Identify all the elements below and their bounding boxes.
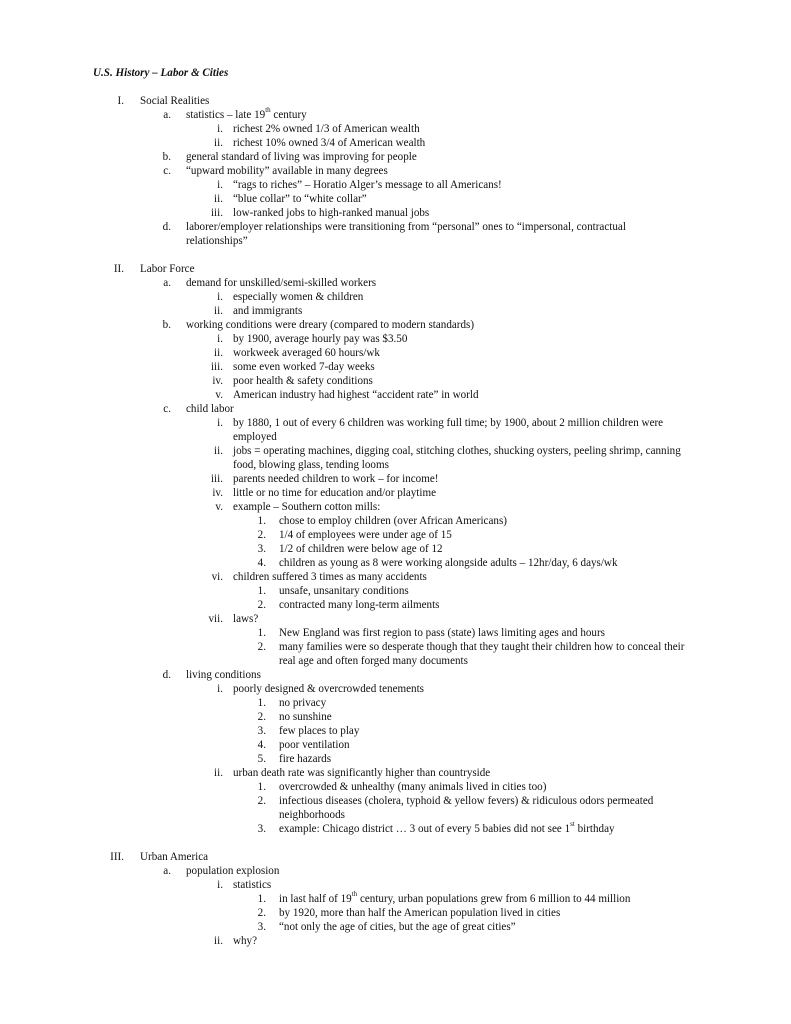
outline-item-level-2 <box>0 108 791 122</box>
outline-item-level-2 <box>0 668 791 682</box>
outline-text <box>233 486 436 500</box>
outline-text-part: 1/2 of children were below age of 12 <box>279 543 443 555</box>
superscript: st <box>570 820 575 829</box>
outline-item-level-3 <box>0 934 791 948</box>
outline-item-level-4 <box>0 514 791 528</box>
outline-item-level-2 <box>0 164 791 178</box>
outline-marker: iii. <box>210 207 223 219</box>
outline-marker: ii. <box>214 137 223 149</box>
outline-text-part: low-ranked jobs to high-ranked manual jobs <box>233 207 430 219</box>
outline-text-part: poorly designed & overcrowded tenements <box>233 683 425 695</box>
outline-text-part: New England was first region to pass (state) laws limiting ages and hours <box>279 627 605 639</box>
spacer <box>0 836 791 850</box>
outline-text <box>186 668 261 682</box>
outline-text <box>186 150 417 164</box>
outline-marker: i. <box>217 291 223 303</box>
outline-text-part: century <box>270 109 307 121</box>
outline-text <box>279 710 332 724</box>
outline-text-part: fire hazards <box>279 753 332 765</box>
outline-marker: ii. <box>214 193 223 205</box>
outline-text <box>233 122 420 136</box>
outline-marker: 3. <box>257 921 266 933</box>
outline-item-level-4 <box>0 556 791 570</box>
outline-item-level-3 <box>0 682 791 696</box>
outline-item-level-3 <box>0 472 791 486</box>
outline-text-part: little or no time for education and/or playtime <box>233 487 437 499</box>
outline-text <box>279 598 440 612</box>
document-title: U.S. History – Labor & Cities <box>93 67 229 79</box>
outline-item-level-4 <box>0 598 791 612</box>
outline-text-part: Urban America <box>140 851 209 863</box>
outline-text-part: American industry had highest “accident rate” in world <box>233 389 479 401</box>
outline-marker: ii. <box>214 767 223 779</box>
outline-text <box>279 780 546 794</box>
outline-text-part: children suffered 3 times as many accidents <box>233 571 427 583</box>
outline-marker: vii. <box>208 613 223 625</box>
outline-text-part: children as young as 8 were working alongside adults – 12hr/day, 6 days/wk <box>279 557 618 569</box>
outline-marker: a. <box>163 865 171 877</box>
outline-text-part: jobs = operating machines, digging coal, stitching clothes, shucking oysters, peeling shrimp, canning food, blowing glass, tending looms <box>233 445 681 471</box>
outline-text <box>279 528 452 542</box>
outline-item-level-3 <box>0 486 791 500</box>
outline-item-level-3 <box>0 878 791 892</box>
outline-text <box>233 290 363 304</box>
outline-item-level-3 <box>0 416 791 444</box>
outline-marker: vi. <box>211 571 223 583</box>
outline-marker: i. <box>217 879 223 891</box>
outline-item-level-3 <box>0 346 791 360</box>
outline-text <box>140 850 208 864</box>
outline-item-level-3 <box>0 612 791 626</box>
outline-marker: 2. <box>257 795 266 807</box>
outline-text <box>186 220 686 248</box>
outline-text <box>233 570 427 584</box>
outline-text-part: why? <box>233 935 258 947</box>
outline-text-part: overcrowded & unhealthy (many animals lived in cities too) <box>279 781 547 793</box>
outline-text <box>233 388 479 402</box>
outline-marker: 2. <box>257 529 266 541</box>
outline-marker: iv. <box>212 375 223 387</box>
outline-marker: 3. <box>257 543 266 555</box>
outline-text-part: by 1900, average hourly pay was $3.50 <box>233 333 408 345</box>
outline-text-part: poor ventilation <box>279 739 350 751</box>
outline-marker: 4. <box>257 557 266 569</box>
outline-text-part: laborer/employer relationships were transitioning from “personal” ones to “impersonal, contractual relationships” <box>186 221 626 247</box>
outline-item-level-4 <box>0 780 791 794</box>
outline-text <box>233 374 373 388</box>
outline-item-level-1 <box>0 262 791 276</box>
outline-marker: c. <box>163 403 171 415</box>
outline-text <box>186 108 307 122</box>
outline-text <box>233 766 490 780</box>
outline-item-level-4 <box>0 724 791 738</box>
outline-text <box>279 514 507 528</box>
outline-item-level-3 <box>0 570 791 584</box>
superscript: th <box>351 890 358 899</box>
outline-item-level-1 <box>0 94 791 108</box>
outline-text-part: poor health & safety conditions <box>233 375 373 387</box>
outline-text <box>279 920 516 934</box>
outline-item-level-4 <box>0 920 791 934</box>
outline-text <box>233 206 429 220</box>
outline-text-part: population explosion <box>186 865 280 877</box>
outline-text <box>279 640 699 668</box>
outline-text <box>233 304 302 318</box>
outline-marker: c. <box>163 165 171 177</box>
outline-marker: a. <box>163 109 171 121</box>
outline-text-part: “not only the age of cities, but the age of great cities” <box>279 921 516 933</box>
outline-text <box>233 444 695 472</box>
outline-item-level-3 <box>0 332 791 346</box>
outline-text-part: statistics – late 19 <box>186 109 266 121</box>
outline-marker: 1. <box>257 585 266 597</box>
outline-text <box>279 724 359 738</box>
outline-item-level-3 <box>0 374 791 388</box>
outline-text <box>186 318 474 332</box>
outline-marker: 2. <box>257 907 266 919</box>
spacer <box>0 248 791 262</box>
outline-item-level-4 <box>0 584 791 598</box>
outline-text-part: birthday <box>574 823 615 835</box>
outline-text <box>279 626 605 640</box>
outline-text-part: few places to play <box>279 725 360 737</box>
outline-marker: 2. <box>257 599 266 611</box>
outline-marker: 1. <box>257 697 266 709</box>
outline-item-level-2 <box>0 220 791 248</box>
outline-marker: 4. <box>257 739 266 751</box>
outline-text-part: “blue collar” to “white collar” <box>233 193 367 205</box>
outline-marker: 5. <box>257 753 266 765</box>
outline-text-part: “rags to riches” – Horatio Alger’s message to all Americans! <box>233 179 502 191</box>
outline-item-level-2 <box>0 150 791 164</box>
outline-text-part: richest 10% owned 3/4 of American wealth <box>233 137 426 149</box>
outline-item-level-4 <box>0 892 791 906</box>
outline-marker: i. <box>217 417 223 429</box>
outline-text-part: no privacy <box>279 697 327 709</box>
outline-item-level-3 <box>0 500 791 514</box>
outline-item-level-4 <box>0 738 791 752</box>
outline-marker: III. <box>110 851 124 863</box>
outline-text <box>233 360 375 374</box>
outline-text <box>233 500 380 514</box>
outline-item-level-4 <box>0 626 791 640</box>
outline-text <box>233 178 502 192</box>
document-page <box>0 66 791 948</box>
outline-text <box>279 752 331 766</box>
outline-marker: i. <box>217 333 223 345</box>
outline-text-part: infectious diseases (cholera, typhoid & yellow fevers) & ridiculous odors permeated neighborhoods <box>279 795 654 821</box>
outline-item-level-4 <box>0 906 791 920</box>
outline-text-part: working conditions were dreary (compared to modern standards) <box>186 319 475 331</box>
outline-text <box>186 164 388 178</box>
outline-text <box>233 136 425 150</box>
outline-marker: a. <box>163 277 171 289</box>
outline-text <box>233 416 695 444</box>
outline-marker: ii. <box>214 305 223 317</box>
outline-text-part: child labor <box>186 403 234 415</box>
outline-text <box>233 472 438 486</box>
outline-text-part: Social Realities <box>140 95 210 107</box>
outline-item-level-4 <box>0 794 791 822</box>
outline-marker: v. <box>215 389 223 401</box>
outline-item-level-3 <box>0 192 791 206</box>
outline-text-part: by 1880, 1 out of every 6 children was working full time; by 1900, about 2 million children were employed <box>233 417 664 443</box>
outline-text-part: 1/4 of employees were under age of 15 <box>279 529 452 541</box>
outline-item-level-3 <box>0 444 791 472</box>
outline-marker: ii. <box>214 935 223 947</box>
superscript: th <box>265 106 271 115</box>
outline-text-part: many families were so desperate though that they taught their children how to conceal their real age and often forged many documents <box>279 641 685 667</box>
outline-text-part: workweek averaged 60 hours/wk <box>233 347 380 359</box>
outline-text-part: in last half of 19 <box>279 893 352 905</box>
outline-text <box>279 892 630 906</box>
outline-text-part: statistics <box>233 879 272 891</box>
outline-text-part: richest 2% owned 1/3 of American wealth <box>233 123 420 135</box>
outline-text-part: by 1920, more than half the American population lived in cities <box>279 907 561 919</box>
outline-text <box>233 346 380 360</box>
outline-text-part: example: Chicago district … 3 out of every 5 babies did not see 1 <box>279 823 571 835</box>
outline-text <box>279 822 615 836</box>
outline-marker: 2. <box>257 641 266 653</box>
outline-text-part: century, urban populations grew from 6 million to 44 million <box>357 893 631 905</box>
outline-text <box>140 262 195 276</box>
outline-item-level-3 <box>0 766 791 780</box>
outline-marker: iii. <box>210 361 223 373</box>
outline-text <box>233 878 271 892</box>
outline-text-part: urban death rate was significantly higher than countryside <box>233 767 491 779</box>
outline-marker: ii. <box>214 445 223 457</box>
outline-text-part: chose to employ children (over African Americans) <box>279 515 507 527</box>
outline-text-part: no sunshine <box>279 711 332 723</box>
outline-item-level-2 <box>0 318 791 332</box>
outline-marker: 1. <box>257 781 266 793</box>
outline-marker: iv. <box>212 487 223 499</box>
outline-text <box>186 276 376 290</box>
outline-marker: 1. <box>257 893 266 905</box>
outline-text <box>186 402 234 416</box>
outline-marker: 3. <box>257 823 266 835</box>
outline-item-level-2 <box>0 864 791 878</box>
outline-text-part: Labor Force <box>140 263 195 275</box>
outline-text <box>279 696 326 710</box>
outline-text <box>233 682 424 696</box>
outline-item-level-2 <box>0 402 791 416</box>
outline-item-level-4 <box>0 696 791 710</box>
outline-text <box>279 906 560 920</box>
outline-item-level-4 <box>0 752 791 766</box>
outline-item-level-2 <box>0 276 791 290</box>
outline-text <box>279 542 443 556</box>
outline-marker: ii. <box>214 347 223 359</box>
outline-text-part: general standard of living was improving for people <box>186 151 417 163</box>
outline-text-part: some even worked 7-day weeks <box>233 361 375 373</box>
outline-marker: b. <box>162 151 171 163</box>
outline-item-level-4 <box>0 640 791 668</box>
outline-text <box>233 332 407 346</box>
outline-marker: 2. <box>257 711 266 723</box>
outline-item-level-4 <box>0 542 791 556</box>
outline-text <box>233 934 257 948</box>
outline-marker: I. <box>117 95 124 107</box>
outline-text-part: demand for unskilled/semi-skilled workers <box>186 277 377 289</box>
outline <box>0 94 791 948</box>
outline-marker: d. <box>162 221 171 233</box>
outline-item-level-3 <box>0 178 791 192</box>
outline-item-level-3 <box>0 290 791 304</box>
outline-item-level-3 <box>0 304 791 318</box>
outline-marker: 1. <box>257 627 266 639</box>
outline-text <box>233 192 367 206</box>
outline-marker: b. <box>162 319 171 331</box>
outline-text <box>279 794 699 822</box>
outline-marker: d. <box>162 669 171 681</box>
outline-marker: i. <box>217 683 223 695</box>
outline-text-part: contracted many long-term ailments <box>279 599 440 611</box>
outline-text <box>279 556 618 570</box>
outline-text-part: laws? <box>233 613 259 625</box>
outline-item-level-4 <box>0 822 791 836</box>
outline-text-part: example – Southern cotton mills: <box>233 501 381 513</box>
outline-marker: v. <box>215 501 223 513</box>
spacer <box>0 80 791 94</box>
outline-text <box>186 864 279 878</box>
outline-text-part: parents needed children to work – for income! <box>233 473 439 485</box>
outline-marker: 1. <box>257 515 266 527</box>
outline-text-part: especially women & children <box>233 291 364 303</box>
outline-marker: i. <box>217 123 223 135</box>
outline-marker: iii. <box>210 473 223 485</box>
outline-text <box>140 94 209 108</box>
outline-text <box>279 738 350 752</box>
outline-item-level-3 <box>0 136 791 150</box>
outline-text-part: unsafe, unsanitary conditions <box>279 585 409 597</box>
outline-item-level-3 <box>0 206 791 220</box>
outline-item-level-3 <box>0 360 791 374</box>
outline-item-level-4 <box>0 710 791 724</box>
outline-text <box>279 584 409 598</box>
outline-item-level-3 <box>0 122 791 136</box>
outline-item-level-1 <box>0 850 791 864</box>
outline-marker: 3. <box>257 725 266 737</box>
outline-text-part: living conditions <box>186 669 261 681</box>
outline-item-level-3 <box>0 388 791 402</box>
outline-text-part: and immigrants <box>233 305 303 317</box>
outline-marker: i. <box>217 179 223 191</box>
outline-text-part: “upward mobility” available in many degrees <box>186 165 388 177</box>
outline-marker: II. <box>113 263 124 275</box>
outline-item-level-4 <box>0 528 791 542</box>
outline-text <box>233 612 258 626</box>
